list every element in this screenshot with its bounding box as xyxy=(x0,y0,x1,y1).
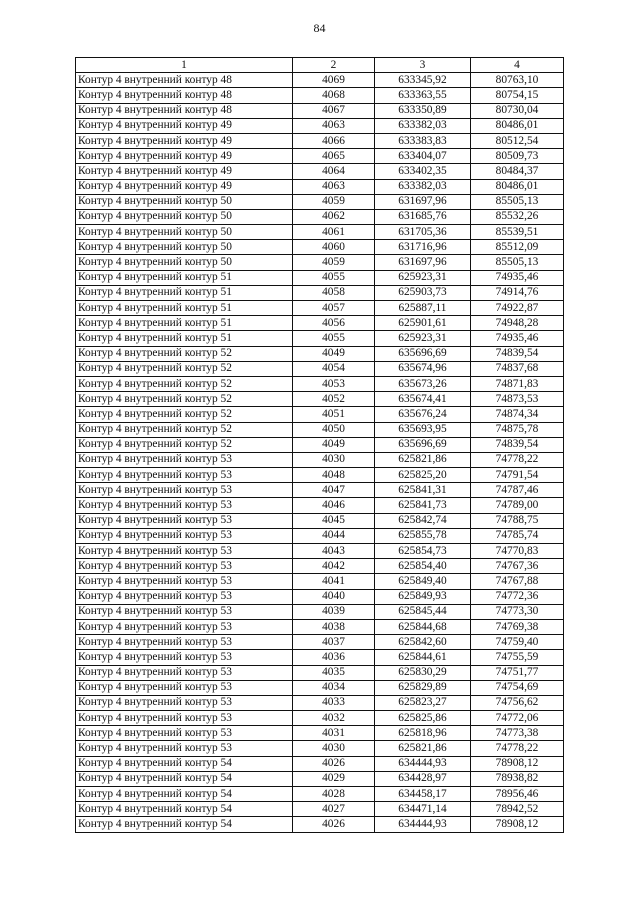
contour-name-cell: Контур 4 внутренний контур 52 xyxy=(76,376,293,391)
y-coordinate-cell: 74772,06 xyxy=(471,711,564,726)
contour-name-cell: Контур 4 внутренний контур 50 xyxy=(76,240,293,255)
point-number-cell: 4045 xyxy=(293,513,375,528)
table-row xyxy=(76,726,564,741)
x-coordinate-cell: 625887,11 xyxy=(375,301,471,316)
y-coordinate-cell: 74778,22 xyxy=(471,452,564,467)
y-coordinate-cell: 80486,01 xyxy=(471,179,564,194)
point-number-cell: 4047 xyxy=(293,483,375,498)
point-number-cell: 4057 xyxy=(293,301,375,316)
table-row xyxy=(76,209,564,224)
point-number-cell: 4026 xyxy=(293,756,375,771)
y-coordinate-cell: 74922,87 xyxy=(471,301,564,316)
point-number-cell: 4029 xyxy=(293,771,375,786)
x-coordinate-cell: 625841,73 xyxy=(375,498,471,513)
point-number-cell: 4049 xyxy=(293,346,375,361)
column-header-4: 4 xyxy=(471,58,564,73)
table-row xyxy=(76,452,564,467)
y-coordinate-cell: 74767,88 xyxy=(471,574,564,589)
x-coordinate-cell: 625821,86 xyxy=(375,452,471,467)
x-coordinate-cell: 634444,93 xyxy=(375,817,471,832)
column-header-3: 3 xyxy=(375,58,471,73)
contour-name-cell: Контур 4 внутренний контур 54 xyxy=(76,817,293,832)
y-coordinate-cell: 74873,53 xyxy=(471,392,564,407)
table-row xyxy=(76,589,564,604)
x-coordinate-cell: 631697,96 xyxy=(375,255,471,270)
table-row xyxy=(76,802,564,817)
point-number-cell: 4061 xyxy=(293,225,375,240)
table-row xyxy=(76,149,564,164)
y-coordinate-cell: 74754,69 xyxy=(471,680,564,695)
x-coordinate-cell: 633382,03 xyxy=(375,179,471,194)
point-number-cell: 4040 xyxy=(293,589,375,604)
contour-name-cell: Контур 4 внутренний контур 50 xyxy=(76,225,293,240)
table-row xyxy=(76,392,564,407)
table-row xyxy=(76,194,564,209)
x-coordinate-cell: 625823,27 xyxy=(375,695,471,710)
table-row xyxy=(76,240,564,255)
point-number-cell: 4036 xyxy=(293,650,375,665)
x-coordinate-cell: 633402,35 xyxy=(375,164,471,179)
y-coordinate-cell: 74770,83 xyxy=(471,544,564,559)
table-row xyxy=(76,604,564,619)
contour-name-cell: Контур 4 внутренний контур 53 xyxy=(76,589,293,604)
point-number-cell: 4052 xyxy=(293,392,375,407)
contour-name-cell: Контур 4 внутренний контур 53 xyxy=(76,452,293,467)
x-coordinate-cell: 634471,14 xyxy=(375,802,471,817)
point-number-cell: 4032 xyxy=(293,711,375,726)
y-coordinate-cell: 74839,54 xyxy=(471,437,564,452)
x-coordinate-cell: 633382,03 xyxy=(375,118,471,133)
x-coordinate-cell: 625849,40 xyxy=(375,574,471,589)
y-coordinate-cell: 74788,75 xyxy=(471,513,564,528)
contour-name-cell: Контур 4 внутренний контур 54 xyxy=(76,756,293,771)
point-number-cell: 4063 xyxy=(293,179,375,194)
x-coordinate-cell: 625901,61 xyxy=(375,316,471,331)
table-row xyxy=(76,695,564,710)
table-row xyxy=(76,635,564,650)
coordinates-table xyxy=(75,57,564,833)
x-coordinate-cell: 633363,55 xyxy=(375,88,471,103)
point-number-cell: 4046 xyxy=(293,498,375,513)
y-coordinate-cell: 85539,51 xyxy=(471,225,564,240)
contour-name-cell: Контур 4 внутренний контур 49 xyxy=(76,118,293,133)
y-coordinate-cell: 80730,04 xyxy=(471,103,564,118)
x-coordinate-cell: 635673,26 xyxy=(375,376,471,391)
x-coordinate-cell: 625818,96 xyxy=(375,726,471,741)
contour-name-cell: Контур 4 внутренний контур 53 xyxy=(76,604,293,619)
table-row xyxy=(76,270,564,285)
table-row xyxy=(76,133,564,148)
table-row xyxy=(76,346,564,361)
table-row xyxy=(76,376,564,391)
contour-name-cell: Контур 4 внутренний контур 51 xyxy=(76,316,293,331)
table-row xyxy=(76,711,564,726)
table-row xyxy=(76,574,564,589)
x-coordinate-cell: 635674,96 xyxy=(375,361,471,376)
x-coordinate-cell: 625829,89 xyxy=(375,680,471,695)
point-number-cell: 4028 xyxy=(293,787,375,802)
y-coordinate-cell: 74874,34 xyxy=(471,407,564,422)
y-coordinate-cell: 80754,15 xyxy=(471,88,564,103)
contour-name-cell: Контур 4 внутренний контур 53 xyxy=(76,528,293,543)
y-coordinate-cell: 74773,38 xyxy=(471,726,564,741)
y-coordinate-cell: 74871,83 xyxy=(471,376,564,391)
contour-name-cell: Контур 4 внутренний контур 53 xyxy=(76,635,293,650)
table-header-row xyxy=(76,58,564,73)
y-coordinate-cell: 74755,59 xyxy=(471,650,564,665)
table-row xyxy=(76,331,564,346)
x-coordinate-cell: 634458,17 xyxy=(375,787,471,802)
y-coordinate-cell: 74914,76 xyxy=(471,285,564,300)
point-number-cell: 4069 xyxy=(293,73,375,88)
x-coordinate-cell: 635696,69 xyxy=(375,346,471,361)
x-coordinate-cell: 625825,20 xyxy=(375,468,471,483)
contour-name-cell: Контур 4 внутренний контур 53 xyxy=(76,741,293,756)
contour-name-cell: Контур 4 внутренний контур 51 xyxy=(76,331,293,346)
y-coordinate-cell: 74756,62 xyxy=(471,695,564,710)
y-coordinate-cell: 74837,68 xyxy=(471,361,564,376)
contour-name-cell: Контур 4 внутренний контур 52 xyxy=(76,422,293,437)
y-coordinate-cell: 78908,12 xyxy=(471,817,564,832)
contour-name-cell: Контур 4 внутренний контур 53 xyxy=(76,680,293,695)
y-coordinate-cell: 74785,74 xyxy=(471,528,564,543)
table-row xyxy=(76,680,564,695)
point-number-cell: 4041 xyxy=(293,574,375,589)
point-number-cell: 4027 xyxy=(293,802,375,817)
table-row xyxy=(76,513,564,528)
table-row xyxy=(76,771,564,786)
page-number: 84 xyxy=(313,21,326,35)
x-coordinate-cell: 625923,31 xyxy=(375,331,471,346)
point-number-cell: 4055 xyxy=(293,331,375,346)
x-coordinate-cell: 631705,36 xyxy=(375,225,471,240)
table-row xyxy=(76,422,564,437)
x-coordinate-cell: 625845,44 xyxy=(375,604,471,619)
y-coordinate-cell: 74778,22 xyxy=(471,741,564,756)
y-coordinate-cell: 85532,26 xyxy=(471,209,564,224)
contour-name-cell: Контур 4 внутренний контур 53 xyxy=(76,513,293,528)
table-row xyxy=(76,528,564,543)
y-coordinate-cell: 74787,46 xyxy=(471,483,564,498)
point-number-cell: 4031 xyxy=(293,726,375,741)
table-row xyxy=(76,468,564,483)
y-coordinate-cell: 74948,28 xyxy=(471,316,564,331)
table-row xyxy=(76,225,564,240)
x-coordinate-cell: 635674,41 xyxy=(375,392,471,407)
point-number-cell: 4059 xyxy=(293,194,375,209)
point-number-cell: 4062 xyxy=(293,209,375,224)
y-coordinate-cell: 85505,13 xyxy=(471,255,564,270)
contour-name-cell: Контур 4 внутренний контур 50 xyxy=(76,209,293,224)
x-coordinate-cell: 625844,68 xyxy=(375,619,471,634)
x-coordinate-cell: 633350,89 xyxy=(375,103,471,118)
x-coordinate-cell: 635696,69 xyxy=(375,437,471,452)
y-coordinate-cell: 74772,36 xyxy=(471,589,564,604)
contour-name-cell: Контур 4 внутренний контур 53 xyxy=(76,665,293,680)
contour-name-cell: Контур 4 внутренний контур 53 xyxy=(76,468,293,483)
point-number-cell: 4067 xyxy=(293,103,375,118)
table-row xyxy=(76,756,564,771)
y-coordinate-cell: 74935,46 xyxy=(471,270,564,285)
contour-name-cell: Контур 4 внутренний контур 51 xyxy=(76,285,293,300)
y-coordinate-cell: 74839,54 xyxy=(471,346,564,361)
contour-name-cell: Контур 4 внутренний контур 52 xyxy=(76,392,293,407)
point-number-cell: 4030 xyxy=(293,452,375,467)
table-row xyxy=(76,741,564,756)
y-coordinate-cell: 80763,10 xyxy=(471,73,564,88)
contour-name-cell: Контур 4 внутренний контур 53 xyxy=(76,650,293,665)
table-row xyxy=(76,73,564,88)
contour-name-cell: Контур 4 внутренний контур 53 xyxy=(76,711,293,726)
contour-name-cell: Контур 4 внутренний контур 53 xyxy=(76,483,293,498)
y-coordinate-cell: 78956,46 xyxy=(471,787,564,802)
point-number-cell: 4060 xyxy=(293,240,375,255)
x-coordinate-cell: 625825,86 xyxy=(375,711,471,726)
y-coordinate-cell: 74791,54 xyxy=(471,468,564,483)
contour-name-cell: Контур 4 внутренний контур 49 xyxy=(76,149,293,164)
contour-name-cell: Контур 4 внутренний контур 54 xyxy=(76,802,293,817)
point-number-cell: 4064 xyxy=(293,164,375,179)
y-coordinate-cell: 74789,00 xyxy=(471,498,564,513)
y-coordinate-cell: 74751,77 xyxy=(471,665,564,680)
table-row xyxy=(76,301,564,316)
point-number-cell: 4033 xyxy=(293,695,375,710)
table-row xyxy=(76,255,564,270)
contour-name-cell: Контур 4 внутренний контур 52 xyxy=(76,437,293,452)
table-row xyxy=(76,316,564,331)
point-number-cell: 4048 xyxy=(293,468,375,483)
contour-name-cell: Контур 4 внутренний контур 50 xyxy=(76,194,293,209)
x-coordinate-cell: 625854,40 xyxy=(375,559,471,574)
column-header-1: 1 xyxy=(76,58,293,73)
table-row xyxy=(76,88,564,103)
point-number-cell: 4039 xyxy=(293,604,375,619)
point-number-cell: 4050 xyxy=(293,422,375,437)
contour-name-cell: Контур 4 внутренний контур 53 xyxy=(76,544,293,559)
table-row xyxy=(76,103,564,118)
table-row xyxy=(76,559,564,574)
x-coordinate-cell: 631685,76 xyxy=(375,209,471,224)
table-row xyxy=(76,544,564,559)
contour-name-cell: Контур 4 внутренний контур 53 xyxy=(76,574,293,589)
contour-name-cell: Контур 4 внутренний контур 48 xyxy=(76,88,293,103)
x-coordinate-cell: 634444,93 xyxy=(375,756,471,771)
point-number-cell: 4065 xyxy=(293,149,375,164)
table-row xyxy=(76,650,564,665)
table-row xyxy=(76,498,564,513)
y-coordinate-cell: 80484,37 xyxy=(471,164,564,179)
y-coordinate-cell: 74769,38 xyxy=(471,619,564,634)
x-coordinate-cell: 633383,83 xyxy=(375,133,471,148)
y-coordinate-cell: 74935,46 xyxy=(471,331,564,346)
contour-name-cell: Контур 4 внутренний контур 49 xyxy=(76,164,293,179)
contour-name-cell: Контур 4 внутренний контур 52 xyxy=(76,346,293,361)
x-coordinate-cell: 625849,93 xyxy=(375,589,471,604)
contour-name-cell: Контур 4 внутренний контур 48 xyxy=(76,103,293,118)
y-coordinate-cell: 78942,52 xyxy=(471,802,564,817)
x-coordinate-cell: 635693,95 xyxy=(375,422,471,437)
y-coordinate-cell: 74875,78 xyxy=(471,422,564,437)
point-number-cell: 4049 xyxy=(293,437,375,452)
table-row xyxy=(76,285,564,300)
table-row xyxy=(76,665,564,680)
point-number-cell: 4053 xyxy=(293,376,375,391)
point-number-cell: 4055 xyxy=(293,270,375,285)
table-row xyxy=(76,437,564,452)
x-coordinate-cell: 633404,07 xyxy=(375,149,471,164)
contour-name-cell: Контур 4 внутренний контур 54 xyxy=(76,787,293,802)
y-coordinate-cell: 85512,09 xyxy=(471,240,564,255)
x-coordinate-cell: 625855,78 xyxy=(375,528,471,543)
table-body xyxy=(76,73,564,832)
point-number-cell: 4066 xyxy=(293,133,375,148)
point-number-cell: 4035 xyxy=(293,665,375,680)
contour-name-cell: Контур 4 внутренний контур 52 xyxy=(76,407,293,422)
y-coordinate-cell: 80512,54 xyxy=(471,133,564,148)
point-number-cell: 4068 xyxy=(293,88,375,103)
point-number-cell: 4044 xyxy=(293,528,375,543)
point-number-cell: 4034 xyxy=(293,680,375,695)
point-number-cell: 4037 xyxy=(293,635,375,650)
x-coordinate-cell: 631716,96 xyxy=(375,240,471,255)
point-number-cell: 4054 xyxy=(293,361,375,376)
x-coordinate-cell: 625821,86 xyxy=(375,741,471,756)
y-coordinate-cell: 78938,82 xyxy=(471,771,564,786)
point-number-cell: 4063 xyxy=(293,118,375,133)
x-coordinate-cell: 625830,29 xyxy=(375,665,471,680)
point-number-cell: 4056 xyxy=(293,316,375,331)
x-coordinate-cell: 631697,96 xyxy=(375,194,471,209)
contour-name-cell: Контур 4 внутренний контур 52 xyxy=(76,361,293,376)
point-number-cell: 4042 xyxy=(293,559,375,574)
x-coordinate-cell: 634428,97 xyxy=(375,771,471,786)
table-row xyxy=(76,817,564,832)
y-coordinate-cell: 74773,30 xyxy=(471,604,564,619)
y-coordinate-cell: 80486,01 xyxy=(471,118,564,133)
contour-name-cell: Контур 4 внутренний контур 49 xyxy=(76,133,293,148)
contour-name-cell: Контур 4 внутренний контур 48 xyxy=(76,73,293,88)
x-coordinate-cell: 625842,74 xyxy=(375,513,471,528)
point-number-cell: 4059 xyxy=(293,255,375,270)
y-coordinate-cell: 74767,36 xyxy=(471,559,564,574)
y-coordinate-cell: 78908,12 xyxy=(471,756,564,771)
x-coordinate-cell: 633345,92 xyxy=(375,73,471,88)
point-number-cell: 4051 xyxy=(293,407,375,422)
contour-name-cell: Контур 4 внутренний контур 49 xyxy=(76,179,293,194)
x-coordinate-cell: 625841,31 xyxy=(375,483,471,498)
contour-name-cell: Контур 4 внутренний контур 53 xyxy=(76,695,293,710)
x-coordinate-cell: 625854,73 xyxy=(375,544,471,559)
table-row xyxy=(76,179,564,194)
contour-name-cell: Контур 4 внутренний контур 54 xyxy=(76,771,293,786)
point-number-cell: 4058 xyxy=(293,285,375,300)
column-header-2: 2 xyxy=(293,58,375,73)
table-row xyxy=(76,483,564,498)
contour-name-cell: Контур 4 внутренний контур 50 xyxy=(76,255,293,270)
point-number-cell: 4026 xyxy=(293,817,375,832)
table-row xyxy=(76,619,564,634)
point-number-cell: 4030 xyxy=(293,741,375,756)
contour-name-cell: Контур 4 внутренний контур 53 xyxy=(76,559,293,574)
x-coordinate-cell: 635676,24 xyxy=(375,407,471,422)
table-row xyxy=(76,361,564,376)
y-coordinate-cell: 74759,40 xyxy=(471,635,564,650)
x-coordinate-cell: 625842,60 xyxy=(375,635,471,650)
contour-name-cell: Контур 4 внутренний контур 53 xyxy=(76,498,293,513)
x-coordinate-cell: 625923,31 xyxy=(375,270,471,285)
contour-name-cell: Контур 4 внутренний контур 53 xyxy=(76,726,293,741)
y-coordinate-cell: 80509,73 xyxy=(471,149,564,164)
table-row xyxy=(76,164,564,179)
point-number-cell: 4043 xyxy=(293,544,375,559)
contour-name-cell: Контур 4 внутренний контур 51 xyxy=(76,301,293,316)
contour-name-cell: Контур 4 внутренний контур 53 xyxy=(76,619,293,634)
x-coordinate-cell: 625903,73 xyxy=(375,285,471,300)
x-coordinate-cell: 625844,61 xyxy=(375,650,471,665)
table-row xyxy=(76,407,564,422)
point-number-cell: 4038 xyxy=(293,619,375,634)
table-row xyxy=(76,787,564,802)
y-coordinate-cell: 85505,13 xyxy=(471,194,564,209)
contour-name-cell: Контур 4 внутренний контур 51 xyxy=(76,270,293,285)
table-row xyxy=(76,118,564,133)
